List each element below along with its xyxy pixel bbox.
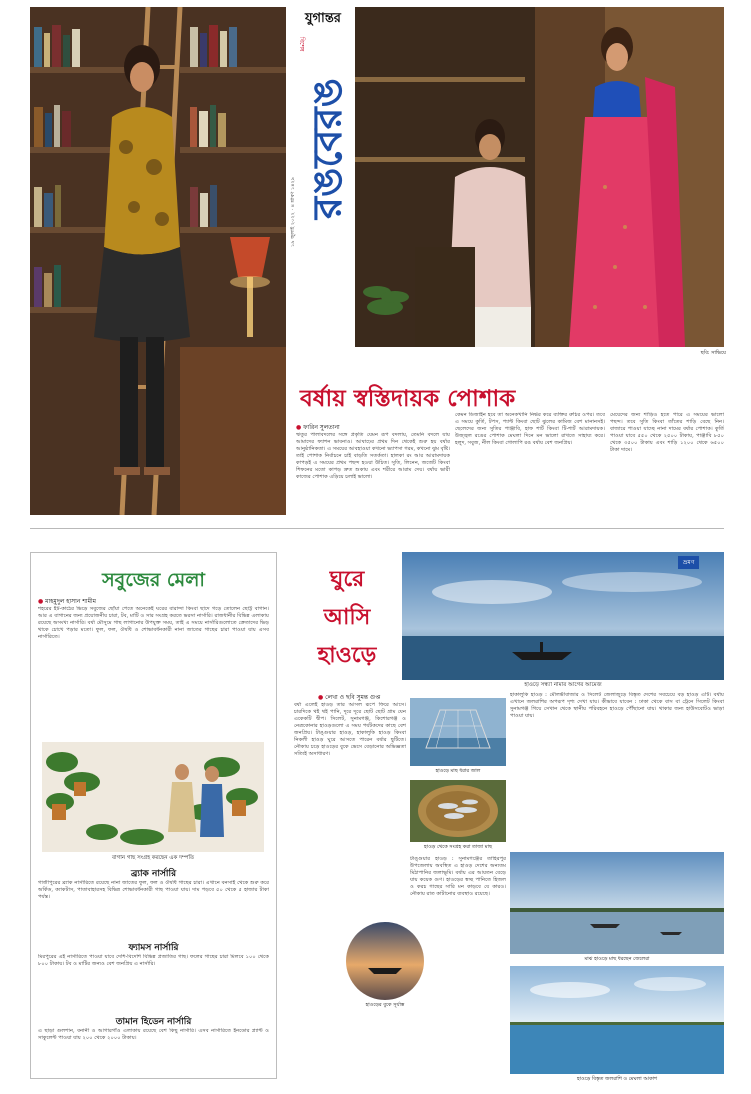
travel-section-tag: ভ্রমণ <box>678 556 699 569</box>
couple-scene <box>355 7 724 347</box>
cover-headline: বর্ষায় স্বস্তিদায়ক পোশাক <box>300 386 516 412</box>
bookshelf-scene <box>30 7 286 515</box>
supplement-title: রঙবেরঙ <box>305 77 351 219</box>
date-line: ১৯ জুলাই ২০২২ · ৪ শ্রাবণ ১৪২৯ <box>290 177 296 247</box>
sunset-boat-scene <box>346 922 424 1000</box>
haor-dusk-scene <box>402 552 724 680</box>
cover-body-col2: কেমন ডিজাইন হবে তা অনেকখানি নির্ভর করে ব্যক্তির রুচির ওপর। তবে এ সময়ে কুর্তি, টপস, প্যান্ট কিংবা ছোট ঝুলের কামিজ বেশ মানানসই। ছেলেদের জন্য সুতির পাঞ্জাবি, হাফ শার্ট কিংবা টি-শার্ট আরামদায়ক। উজ্জ্বল রঙের পোশাক মেঘলা দিনে মন ভালো রাখতে সাহায্য করে। হলুদ, সবুজ, নীল কিংবা গোলাপি রঙ বর্ষায় বেশ জনপ্রিয়। <box>455 412 605 446</box>
left-feature-intro: শহরের ইট-কাঠের ভিড়ে সবুজের ছোঁয়া পেতে অনেকেই ঘরের বারান্দা কিংবা ছাদে গড়ে তোলেন ছোট্ট বাগান। আর এ বাগানের জন্য প্রয়োজনীয় চারা, টব, মাটি ও সার সংগ্রহ করতে ভরসা নার্সারি। রাজধানীর বিভিন্ন এলাকায় রয়েছে অসংখ্য নার্সারি। বর্ষা মৌসুমে গাছ লাগানোর উপযুক্ত সময়, তাই এ সময়ে নার্সারিগুলোতে ক্রেতাদের ভিড় থাকে চোখে পড়ার মতো। ফুল, ফল, ঔষধি ও শোভাবর্ধনকারী নানা জাতের গাছের চারা পাওয়া যায় এসব নার্সারিতে। <box>38 606 269 640</box>
travel-photo-water-caption: হাওড়ে বিস্তৃত জলরাশি ও মেঘলা আকাশ <box>576 1076 658 1082</box>
left-feature-sub3: তামান হিডেন নার্সারি <box>115 1017 192 1027</box>
travel-body-col2: টাঙ্গুয়ার হাওড় : সুনামগঞ্জের তাহিরপুর উপজেলায় অবস্থিত এ হাওড় দেশের অন্যতম মিঠাপানির জলাভূমি। বর্ষায় এর আয়তন বেড়ে যায় কয়েক গুণ। হাওড়ের স্বচ্ছ পানিতে হিজল ও করচ গাছের সারি মন কাড়বে যে কারও। নৌকায় রাত কাটানোর ব্যবস্থাও রয়েছে। <box>410 856 506 897</box>
supplement-tag: বিশেষ <box>298 37 305 52</box>
travel-title-box <box>292 552 402 677</box>
cover-photo-credit: ছবি: সাভিয়ে <box>700 350 726 356</box>
travel-photo-main-caption: হাওড়ে সন্ধ্যা নামার আগের আমেজ <box>524 682 602 688</box>
travel-photo-fish-caption: হাওড় থেকে সংগ্রহ করা তাজা মাছ <box>424 844 492 850</box>
byline-bullet-icon: ● <box>318 694 324 701</box>
travel-photo-sunset-caption: হাওড়ের বুকে সূর্যাস্ত <box>365 1002 405 1008</box>
travel-photo-main <box>402 552 724 680</box>
byline-bullet-icon: ● <box>296 424 302 431</box>
paper-name: যুগান্তর <box>305 11 341 26</box>
byline-bullet-icon: ● <box>38 598 44 605</box>
left-feature-title: সবুজের মেলা <box>102 569 205 591</box>
travel-photo-net <box>410 698 506 766</box>
travel-byline-text: লেখা ও ছবি সুমন্ত গুপ্ত <box>325 694 381 701</box>
masthead <box>287 7 355 263</box>
left-feature-sub1: ব্র্যাক নার্সারি <box>130 869 177 879</box>
travel-photo-boats <box>510 852 724 954</box>
left-feature-sub1-text: গাজীপুরের ব্র্যাক নার্সারিতে রয়েছে নানা জাতের ফুল, ফল ও ঔষধি গাছের চারা। এখানে বনসাই থেকে শুরু করে অর্কিড, ক্যাকটাস, পাতাবাহারসহ বিভিন্ন শোভাবর্ধনকারী গাছ পাওয়া যায়। দাম পড়বে ৫০ থেকে ৫ হাজার টাকা পর্যন্ত। <box>38 880 269 900</box>
left-feature-photo-caption: বাগান গাছ সংগ্রহ করছেন এক দম্পতি <box>111 855 195 861</box>
travel-title-line3: হাওড়ে <box>317 643 377 668</box>
travel-title-line1: ঘুরে <box>329 567 365 592</box>
open-water-scene <box>510 966 724 1074</box>
cover-body-col3: মেয়েদের জন্য শাড়িও হতে পারে এ সময়ের ভালো পছন্দ। তবে সুতি কিংবা তাঁতের শাড়ি বেছে নিন। বাজারে পাওয়া যাচ্ছে নানা দামের বর্ষার পোশাক। কুর্তি পাওয়া যাবে ৫৫০ থেকে ২৫০০ টাকায়, পাঞ্জাবি ৮৫০ থেকে ৩৫০০ টাকায় এবং শাড়ি ১২০০ থেকে ৬৫০০ টাকা দামে। <box>610 412 724 453</box>
travel-photo-fish <box>410 780 506 842</box>
travel-photo-net-caption: হাওড়ে মাছ ধরার জাল <box>435 768 481 774</box>
cover-body-col1: ঋতুর পালাবদলের সঙ্গে প্রকৃতি যেমন রূপ বদলায়, তেমনি বদলে যায় আমাদের ফ্যাশন ভাবনাও। আষাঢ়ের প্রথম দিন থেকেই শুরু হয় বর্ষার আনুষ্ঠানিকতা। এ সময়ের আবহাওয়া কখনো ভ্যাপসা গরম, কখনো ঝুম বৃষ্টি। তাই পোশাক নির্বাচনে চাই বাড়তি সতর্কতা। হালকা রং আর আরামদায়ক কাপড়ই এ সময়ের প্রথম পছন্দ হওয়া উচিত। সুতি, লিনেন, জর্জেট কিংবা শিফনের মতো কাপড় দ্রুত শুকায় এবং শরীরে আরাম দেয়। বর্ষায় ভারী কাজের পোশাক এড়িয়ে চলাই ভালো। <box>296 432 450 480</box>
travel-title-line2: আসি <box>323 605 371 630</box>
travel-photo-boats-caption: মাঝ হাওড়ে মাছ ধরছেন জেলেরা <box>584 956 650 962</box>
nursery-scene <box>42 742 264 852</box>
fish-basket-scene <box>410 780 506 842</box>
travel-photo-sunset <box>346 922 424 1000</box>
left-feature-sub3-text: এ ছাড়া গুলশান, বনানী ও আগারগাঁও এলাকায় রয়েছে বেশ কিছু নার্সারি। এসব নার্সারিতে ইনডোর প্ল্যান্ট ও সাকুলেন্ট পাওয়া যায় ২০০ থেকে ২০০০ টাকায়। <box>38 1028 269 1041</box>
left-feature-sub2: ফ্যামস নার্সারি <box>128 943 179 953</box>
left-feature-photo <box>42 742 264 852</box>
left-feature-byline-text: মাহমুদুল হাসান শামীম <box>45 598 97 605</box>
boats-scene <box>510 852 724 954</box>
section-divider <box>30 528 724 529</box>
cover-byline-text: ফারিন সুলতানা <box>303 424 340 431</box>
travel-body-col1: বর্ষা এলেই হাওড় তার আসল রূপে ফিরে আসে। চারদিকে থই থই পানি, দূরে দূরে ছোট ছোট গ্রাম যেন একেকটি দ্বীপ। সিলেট, সুনামগঞ্জ, কিশোরগঞ্জ ও নেত্রকোনার হাওড়গুলো এ সময় পর্যটকদের কাছে বেশ জনপ্রিয়। টাঙ্গুয়ার হাওড়, হাকালুকি হাওড় কিংবা নিকলী হাওড় ঘুরে আসতে পারেন বর্ষার ছুটিতে। নৌকায় চড়ে হাওড়ের বুকে ভেসে বেড়ানোর অভিজ্ঞতা সত্যিই অসাধারণ। <box>294 702 406 757</box>
cover-photo-couple <box>355 7 724 347</box>
fishing-net-scene <box>410 698 506 766</box>
travel-photo-water <box>510 966 724 1074</box>
travel-body-col3: হাকালুকি হাওড় : মৌলভীবাজার ও সিলেট জেলাজুড়ে বিস্তৃত দেশের সবচেয়ে বড় হাওড় এটি। বর্ষায় এখানে জলরাশির অপরূপ দৃশ্য দেখা যায়। কীভাবে যাবেন : ঢাকা থেকে বাস বা ট্রেনে সিলেট কিংবা সুনামগঞ্জ গিয়ে সেখান থেকে স্থানীয় পরিবহনে হাওড়ে পৌঁছানো যায়। থাকার জন্য হাউসবোটও ভাড়া পাওয়া যায়। <box>510 692 724 719</box>
left-feature-sub2-text: মিরপুরের এই নার্সারিতে পাওয়া যাবে দেশি-বিদেশি বিভিন্ন প্রজাতির গাছ। ফলের গাছের চারা মিলবে ১০০ থেকে ৮০০ টাকায়। টব ও মাটির জন্যও বেশ জনপ্রিয় এ নার্সারি। <box>38 954 269 967</box>
cover-photo-left <box>30 7 286 515</box>
